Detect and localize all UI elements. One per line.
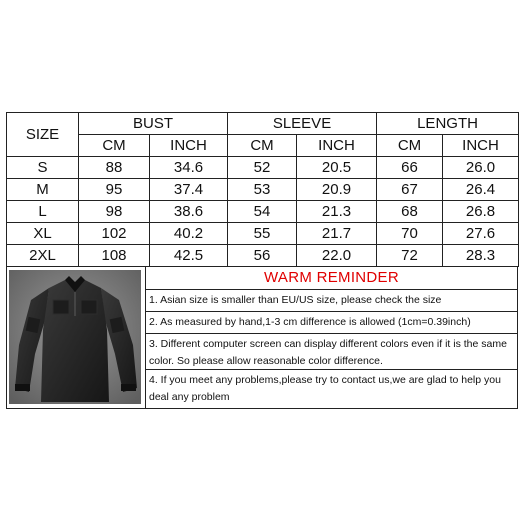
value-cell: 34.6 [150, 157, 228, 179]
value-cell: 68 [377, 201, 443, 223]
product-photo [7, 267, 146, 408]
unit-header: INCH [297, 135, 377, 157]
unit-header: CM [79, 135, 150, 157]
size-cell: L [7, 201, 79, 223]
reminder-line-3: 3. Different computer screen can display different colors even if it is the same color. So please allow reasonable color difference. [146, 333, 517, 369]
value-cell: 52 [228, 157, 297, 179]
size-table [6, 112, 519, 267]
size-header: SIZE [7, 113, 79, 157]
table-row [7, 201, 519, 223]
value-cell: 40.2 [150, 223, 228, 245]
value-cell: 53 [228, 179, 297, 201]
unit-header: CM [377, 135, 443, 157]
size-chart [6, 112, 518, 410]
header-row-units [7, 135, 519, 157]
value-cell: 37.4 [150, 179, 228, 201]
reminder-line-1: 1. Asian size is smaller than EU/US size, please check the size [146, 289, 517, 311]
reminder-section [6, 267, 518, 409]
value-cell: 67 [377, 179, 443, 201]
value-cell: 54 [228, 201, 297, 223]
bust-header: BUST [79, 113, 228, 135]
value-cell: 108 [79, 245, 150, 267]
unit-header: CM [228, 135, 297, 157]
value-cell: 72 [377, 245, 443, 267]
unit-header: INCH [150, 135, 228, 157]
value-cell: 21.7 [297, 223, 377, 245]
header-row-groups [7, 113, 519, 135]
unit-header: INCH [443, 135, 519, 157]
size-cell: M [7, 179, 79, 201]
value-cell: 20.9 [297, 179, 377, 201]
table-row [7, 223, 519, 245]
table-row [7, 245, 519, 267]
size-cell: XL [7, 223, 79, 245]
value-cell: 70 [377, 223, 443, 245]
value-cell: 26.4 [443, 179, 519, 201]
reminder-line-2: 2. As measured by hand,1-3 cm difference is allowed (1cm=0.39inch) [146, 311, 517, 333]
value-cell: 20.5 [297, 157, 377, 179]
value-cell: 28.3 [443, 245, 519, 267]
value-cell: 55 [228, 223, 297, 245]
value-cell: 95 [79, 179, 150, 201]
table-row [7, 157, 519, 179]
size-cell: S [7, 157, 79, 179]
value-cell: 56 [228, 245, 297, 267]
value-cell: 27.6 [443, 223, 519, 245]
value-cell: 98 [79, 201, 150, 223]
size-cell: 2XL [7, 245, 79, 267]
value-cell: 42.5 [150, 245, 228, 267]
value-cell: 22.0 [297, 245, 377, 267]
value-cell: 88 [79, 157, 150, 179]
table-row [7, 179, 519, 201]
reminder-line-4: 4. If you meet any problems,please try to contact us,we are glad to help you deal any problem [146, 369, 517, 408]
value-cell: 26.8 [443, 201, 519, 223]
reminder-title: WARM REMINDER [263, 269, 399, 286]
value-cell: 66 [377, 157, 443, 179]
value-cell: 21.3 [297, 201, 377, 223]
sleeve-header: SLEEVE [228, 113, 377, 135]
length-header: LENGTH [377, 113, 519, 135]
value-cell: 26.0 [443, 157, 519, 179]
warm-reminder [146, 267, 517, 408]
shirt-image [9, 270, 141, 404]
value-cell: 102 [79, 223, 150, 245]
value-cell: 38.6 [150, 201, 228, 223]
